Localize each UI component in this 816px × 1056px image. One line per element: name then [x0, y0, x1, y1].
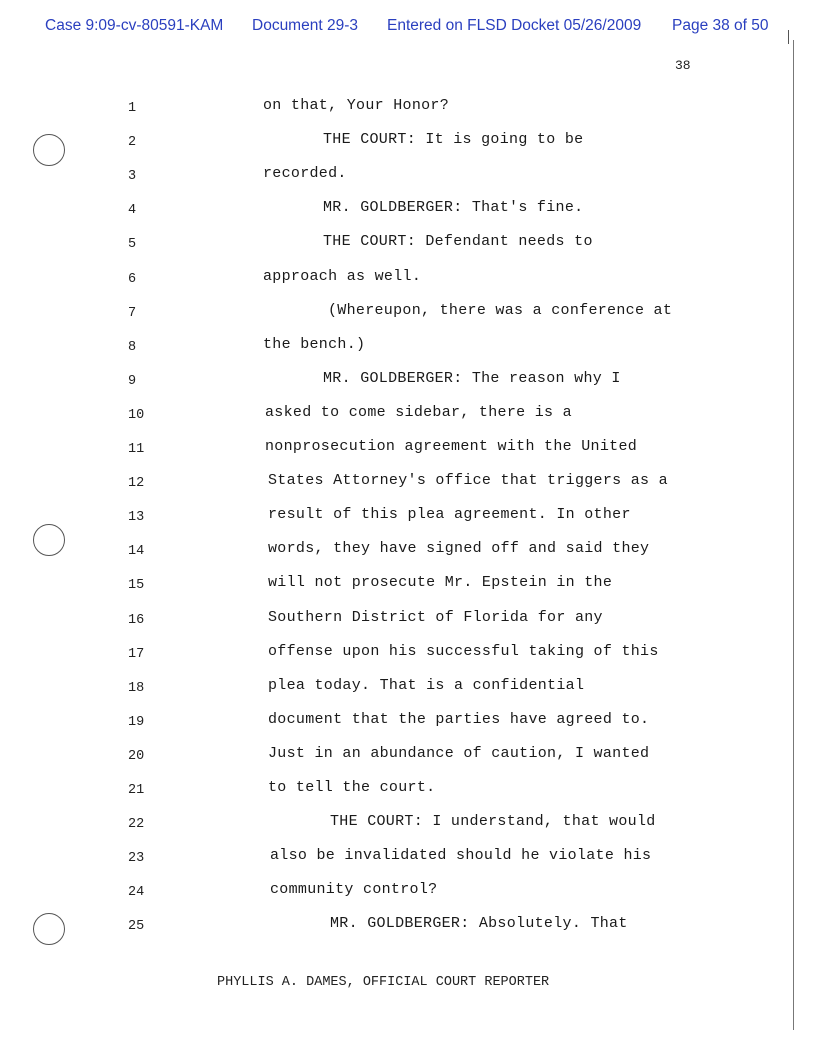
- line-number: 10: [128, 407, 145, 423]
- line-text: Just in an abundance of caution, I wanted: [268, 744, 650, 762]
- line-number: 4: [128, 203, 137, 219]
- line-number: 21: [128, 783, 145, 798]
- line-number: 23: [128, 851, 145, 867]
- line-number: 1: [128, 101, 137, 116]
- line-text: document that the parties have agreed to.: [268, 710, 650, 728]
- line-text: the bench.): [263, 335, 366, 353]
- line-text: THE COURT: I understand, that would: [330, 813, 656, 831]
- line-number: 17: [128, 646, 145, 662]
- line-number: 9: [128, 373, 137, 389]
- line-number: 13: [128, 510, 145, 526]
- case-number: Case 9:09-cv-80591-KAM: [45, 17, 224, 34]
- page-count: Page 38 of 50: [672, 17, 769, 34]
- line-number: 25: [128, 919, 145, 935]
- line-text: (Whereupon, there was a conference at: [328, 301, 673, 319]
- line-text: community control?: [270, 881, 438, 899]
- line-number: 12: [128, 476, 145, 492]
- line-text: THE COURT: Defendant needs to: [323, 233, 593, 251]
- line-text: offense upon his successful taking of this: [268, 642, 659, 660]
- court-reporter-footer: PHYLLIS A. DAMES, OFFICIAL COURT REPORTER: [217, 975, 550, 990]
- line-text: Southern District of Florida for any: [268, 608, 603, 626]
- line-number: 3: [128, 169, 137, 185]
- line-text: MR. GOLDBERGER: The reason why I: [323, 369, 621, 387]
- line-number: 6: [128, 271, 137, 287]
- line-number: 19: [128, 714, 145, 730]
- line-number: 14: [128, 544, 145, 560]
- punch-hole-bottom: [33, 913, 65, 945]
- line-text: nonprosecution agreement with the United: [265, 438, 638, 455]
- line-text: on that, Your Honor?: [263, 97, 450, 114]
- line-text: recorded.: [263, 165, 347, 183]
- document-number: Document 29-3: [252, 17, 358, 34]
- line-number: 20: [128, 748, 145, 764]
- transcript-page-number: 38: [675, 58, 691, 73]
- line-text: States Attorney's office that triggers as a: [268, 472, 668, 490]
- line-number: 8: [128, 339, 137, 355]
- docket-entry-date: Entered on FLSD Docket 05/26/2009: [387, 17, 642, 34]
- line-number: 5: [128, 237, 137, 253]
- line-number: 2: [128, 135, 137, 151]
- docket-header: [0, 17, 816, 39]
- line-number: 18: [128, 680, 145, 696]
- line-number: 15: [128, 578, 145, 594]
- line-text: MR. GOLDBERGER: Absolutely. That: [330, 915, 628, 933]
- line-number: 16: [128, 612, 145, 628]
- line-text: to tell the court.: [268, 779, 436, 796]
- line-text: plea today. That is a confidential: [268, 676, 585, 694]
- punch-hole-middle: [33, 524, 65, 556]
- right-margin-rule: [793, 40, 794, 1030]
- punch-hole-top: [33, 134, 65, 166]
- line-text: THE COURT: It is going to be: [323, 131, 584, 149]
- line-text: words, they have signed off and said they: [268, 540, 650, 558]
- line-number: 7: [128, 305, 137, 321]
- line-text: also be invalidated should he violate his: [270, 847, 652, 865]
- line-text: MR. GOLDBERGER: That's fine.: [323, 199, 584, 217]
- line-number: 11: [128, 442, 145, 457]
- line-number: 24: [128, 885, 145, 901]
- page-edge-mark: [788, 30, 789, 44]
- line-text: result of this plea agreement. In other: [268, 506, 631, 524]
- line-text: will not prosecute Mr. Epstein in the: [268, 574, 613, 592]
- line-text: approach as well.: [263, 267, 422, 285]
- line-text: asked to come sidebar, there is a: [265, 403, 572, 421]
- line-number: 22: [128, 817, 145, 833]
